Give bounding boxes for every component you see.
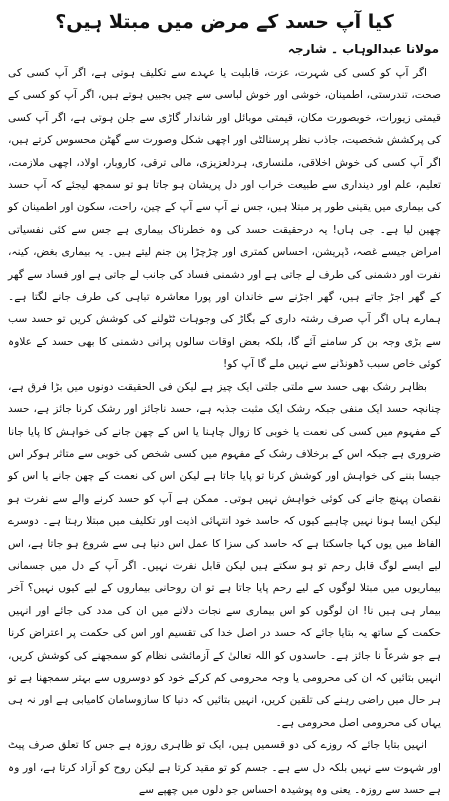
article-paragraph: بظاہر رشک بھی حسد سے ملتی جلتی ایک چیز ہے لیکن فی الحقیقت دونوں میں بڑا فرق ہے، چنانچہ حسد ایک منفی جبکہ رشک ایک مثبت جذبہ ہے، حسد ناجائز اور رشک کرنا جائز ہے، حسد کے مفہوم میں کسی کی نعمت یا خوبی کا زوال چاہنا یا اس کے چھن جانے کی خواہش کا پایا جانا ضروری ہے جبکہ اس کے برخلاف رشک کے مفہوم میں کسی شخص کی خوبی سے متاثر ہوکر اس جیسا بننے کی خواہش اور کوشش کرنا تو پایا جاتا ہے لیکن اس کی نعمت کے چھن جانے یا اس کو نقصان پہنچ جانے کی کوئی خواہش نہیں ہوتی۔ ممکن ہے آپ کو حسد کرنے والے سے نفرت ہو لیکن ایسا ہونا نہیں چاہیے کیوں کہ حاسد خود انتہائی اذیت اور تکلیف میں مبتلا رہتا ہے۔ دوسرے الفاظ میں یوں کہا جاسکتا ہے کہ حاسد کی سزا کا عمل اس دنیا ہی سے شروع ہو جاتا ہے، اس لیے ایسے لوگ قابل رحم تو ہو سکتے ہیں لیکن قابل نفرت نہیں۔ اگر آپ کے دل میں جسمانی بیماریوں میں مبتلا لوگوں کے لیے رحم پایا جاتا ہے تو ان روحانی بیماروں کے لیے کیوں نہیں؟ آخر بیمار ہی ہیں نا! ان لوگوں کو اس بیماری سے نجات دلانے میں ان کی مدد کی جائے اور انہیں حکمت کے ساتھ یہ بتایا جائے کہ حسد در اصل خدا کی تقسیم اور اس کی حکمت پر اعتراض کرنا ہے جو شرعاً نا جائز ہے۔ حاسدوں کو اللہ تعالیٰ کے آزمائشی نظام کو سمجھنے کی کوشش کریں، انہیں بتائیں کہ ان کی محرومی یا وجہ محرومی کم کرکے خود کو دوسروں سے بہتر سمجھنا ہے تو ہر حال میں راضی رہنے کی تلقین کریں، انہیں بتائیں کہ دنیا کا سازوسامان کامیابی ہے اور نہ ہی یہاں کی محرومی اصل محرومی ہے۔ (8, 380, 441, 729)
article-paragraph: انہیں بتایا جائے کہ روزے کی دو قسمیں ہیں، ایک تو ظاہری روزہ ہے جس کا تعلق صرف پیٹ اور شہوت سے نہیں بلکہ دل سے ہے۔ جسم کو تو مقید کرتا ہے لیکن روح کو آزاد کرتا ہے، اور وہ ہے حسد سے روزہ۔ یعنی وہ پوشیدہ احساس جو دلوں میں چھپے سے (8, 739, 441, 796)
article-title: کیا آپ حسد کے مرض میں مبتلا ہیں؟ (55, 11, 394, 33)
article-paragraph: اگر آپ کو کسی کی شہرت، عزت، قابلیت یا عہدے سے تکلیف ہوتی ہے، اگر آپ کسی کی صحت، تندرستی، اطمینان، خوشی اور خوش لباسی سے چیں بجبیں ہوتے ہیں، اگر آپ کو کسی کے قیمتی زیورات، خوبصورت مکان، قیمتی موبائل اور شاندار گاڑی سے جلن ہوتی ہے، اگر آپ کسی کی پرکشش شخصیت، جاذب نظر پرسنالٹی اور اچھی شکل وصورت سے گھٹن محسوس کرتے ہیں، اگر آپ کسی کی خوش اخلاقی، ملنساری، ہردلعزیزی، مالی ترقی، کاروبار، اولاد، اچھی ملازمت، تعلیم، علم اور دینداری سے طبیعت خراب اور دل پریشان ہو جاتا ہو تو سمجھ لیجئے کہ آپ حسد کی بیماری میں یقینی طور پر مبتلا ہیں، جس نے آپ سے آپ کے چین، راحت، سکون اور اطمینان کو چھین لیا ہے۔ جی ہاں! یہ درحقیقت حسد کی وہ خطرناک بیماری ہے جس سے کئی نفسیاتی امراض جیسے غصہ، ڈپریشن، احساس کمتری اور چڑچڑا پن جنم لیتے ہیں۔ یہ بیماری بغض، کینہ، نفرت اور دشمنی کی طرف لے جاتی ہے اور دشمنی فساد کی جانب لے جاتی ہے اور فساد سے گھر کے گھر اجڑ جاتے ہیں، گھر اجڑنے سے خاندان اور پورا معاشرہ تباہی کی طرف جانے لگتا ہے۔ ہمارے ہاں اگر آپ صرف رشتہ داری کے بگاڑ کی وجوہات ٹٹولنے کی کوشش کریں تو حسد سب سے بڑی وجہ بن کر سامنے آئے گا، بلکہ بعض اوقات سالوں پرانی دشمنی کا بھی حسد کے علاوہ کوئی خاص سبب ڈھونڈنے سے نہیں ملے گا آپ کو! (8, 67, 441, 371)
article-body (8, 62, 441, 801)
article-byline: مولانا عبدالوہاب ۔ شارجہ (287, 42, 439, 56)
